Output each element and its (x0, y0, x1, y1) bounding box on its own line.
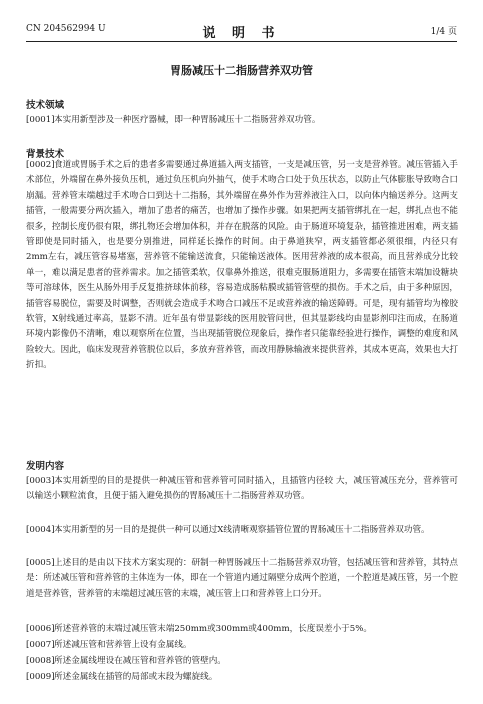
paragraph-text: 本实用新型的另一目的是提供一种可以通过X线清晰观察插管位置的胃肠减压十二指肠营养双功管。 (54, 525, 430, 535)
section-heading-field: 技术领域 (26, 100, 65, 111)
page-header (26, 22, 457, 40)
paragraph (26, 113, 458, 128)
page-indicator: 1/4 页 (430, 27, 457, 37)
paragraph (26, 556, 458, 602)
paragraph (26, 670, 458, 685)
paragraph-text: 食道或胃肠手术之后的患者多需要通过鼻道插入两支插管，一支是减压管，另一支是营养管。减压管插入手术部位，外端留在鼻外接负压机，通过负压机向外抽气，使手术吻合口处于负压状态，以防止气体膨胀导致吻合口崩漏。营养管末端越过手术吻合口到达十二指肠，其外端留在鼻外作为营养液注入口，以向体内输送养分。这两支插管，一般需要分两次插入，增加了患者的痛苦，也增加了操作步骤。如果把两支插管绑扎在一起，绑扎点也不能很多，控制长度仍很有限，绑扎物还会增加体积，并存在脱落的风险。由于肠道环境复杂，插管推进困难，两支插管即使是同时插入，也是要分别推进，同样延长操作的时间。由于鼻道狭窄，两支插管都必须很细，内径只有2mm左右，减压管容易堵塞，营养管不能输送流食，只能输送液体。医用营养液的成本很高，而且营养成分比较单一，难以满足患者的营养需求。加之插管柔软，仅靠鼻外推送，很难克服肠道阻力，多需要在插管末端加设糖块等可溶球体，医生从肠外用手反复推挤球体前移，容易造成肠粘膜或插管管壁的损伤。手术之后，由于多种原因，插管容易脱位，需要及时调整，否则就会造成手术吻合口减压不足或营养液的输送障碍。可是，现有插管均为橡胶软管，X射线通过率高，显影不清。近年虽有带显影线的医用胶管问世，但其显影线均由显影剂印注而成，在肠道环境内影像仍不清晰，难以观察所在位置，当出现插管脱位现象后，操作者只能靠经验进行操作，调整的难度和风险较大。因此，临床发现营养管脱位以后，多放弃营养管，而改用静脉输液来提供营养，其成本更高，效果也大打折扣。 (26, 160, 458, 371)
header-section-title: 说 明 书 (202, 26, 281, 41)
paragraph-number: [0009] (26, 672, 55, 682)
paragraph-number: [0006] (26, 624, 55, 634)
paragraph-text: 上述目的是由以下技术方案实现的：研制一种胃肠减压十二指肠营养双功管，包括减压管和营养管，其特点是：所述减压管和营养管的主体连为一体，即在一个管道内通过隔壁分成两个腔道，一个腔道是减压管，另一个腔道是营养管，营养管的末端超过减压管的末端，减压管上口和营养管上口分开。 (26, 558, 458, 599)
header-rule (26, 41, 457, 42)
paragraph-number: [0005] (26, 558, 55, 568)
paragraph-number: [0008] (26, 656, 55, 666)
paragraph-text: 所述金属线埋设在减压管和营养管的管壁内。 (54, 656, 226, 666)
paragraph-number: [0001] (26, 115, 55, 125)
paragraph (26, 158, 458, 374)
document-title: 胃肠减压十二指肠营养双功管 (170, 64, 313, 77)
paragraph-text: 所述减压管和营养管上设有金属线。 (54, 640, 192, 650)
paragraph-text: 所述营养管的末端过减压管末端250mm或300mm或400mm，长度误差小于5%。 (54, 624, 372, 634)
paragraph (26, 523, 458, 538)
section-heading-background: 背景技术 (26, 149, 65, 160)
paragraph-text: 本实用新型涉及一种医疗器械，即一种胃肠减压十二指肠营养双功管。 (54, 115, 321, 125)
paragraph-number: [0002] (26, 160, 55, 170)
paragraph (26, 622, 458, 637)
doc-number: CN 204562994 U (26, 24, 106, 34)
paragraph-number: [0004] (26, 525, 55, 535)
paragraph (26, 474, 458, 505)
paragraph-text: 所述金属线在插管的局部或末段为螺旋线。 (54, 672, 218, 682)
paragraph-text: 本实用新型的目的是提供一种减压管和营养管可同时插入，且插管内径较 大，减压管减压充分，营养管可以输送小颗粒流食，且便于插入避免损伤的胃肠减压十二指肠营养双功管。 (26, 476, 458, 502)
paragraph (26, 638, 458, 653)
paragraph (26, 654, 458, 669)
paragraph-number: [0003] (26, 476, 55, 486)
section-heading-summary: 发明内容 (26, 461, 65, 472)
paragraph-number: [0007] (26, 640, 55, 650)
